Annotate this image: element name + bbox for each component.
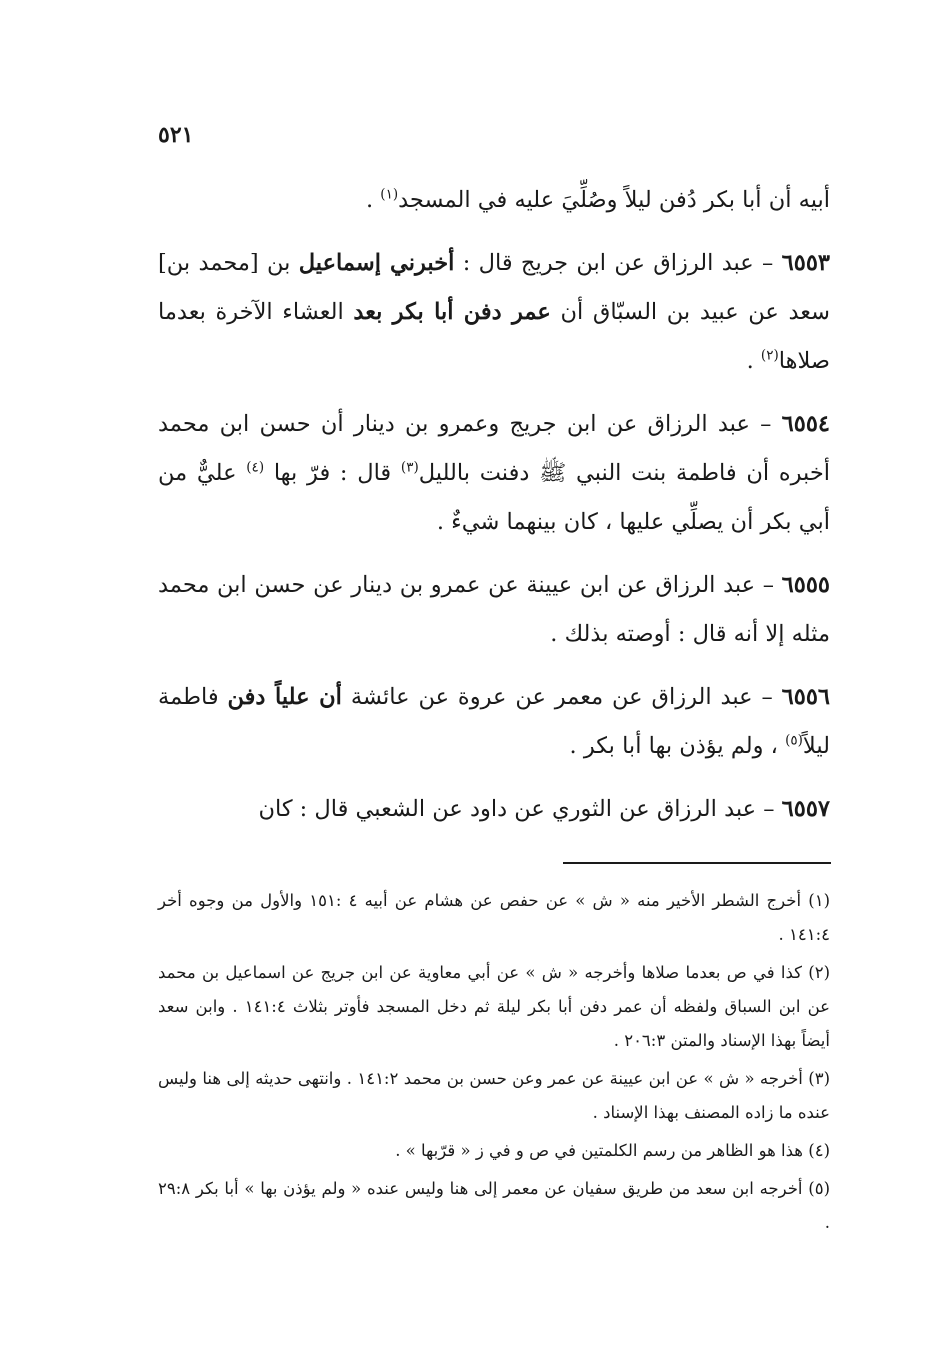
footnote-number: (٣) bbox=[808, 1069, 830, 1088]
hadith-number: ٦٥٥٦ bbox=[781, 684, 830, 710]
text: . bbox=[746, 348, 761, 374]
text: – عبد الرزاق عن معمر عن عروة عن عائشة bbox=[341, 684, 782, 710]
text: – عبد الرزاق عن ابن جريج قال : bbox=[454, 250, 782, 276]
hadith-number: ٦٥٥٥ bbox=[781, 572, 830, 598]
bold-text: عمر دفن أبا بكر بعد bbox=[353, 299, 551, 325]
bold-text: أن علياً دفن bbox=[227, 684, 342, 710]
footnote-text: أخرج الشطر الأخير منه « ش » عن حفص عن هشام عن أبيه ٤ :١٥١ والأول من وجوه أخر ١٤١:٤ . bbox=[158, 891, 830, 944]
footnote-divider bbox=[563, 862, 831, 864]
text: ، ولم يؤذن بها أبا بكر . bbox=[569, 733, 786, 759]
text: – عبد الرزاق عن الثوري عن داود عن الشعبي قال : كان bbox=[258, 796, 782, 822]
text: فاطمة ليلاً bbox=[158, 684, 830, 759]
hadith-6557 bbox=[158, 785, 830, 834]
footnote-ref: (٤) bbox=[246, 459, 265, 476]
text: قال : فرّ بها bbox=[264, 460, 401, 486]
text: بن [محمد بن] سعد عن عبيد بن السبّاق أن bbox=[158, 250, 830, 325]
hadith-6556 bbox=[158, 673, 830, 771]
footnote-4 bbox=[158, 1134, 830, 1168]
footnote-ref: (١) bbox=[380, 186, 399, 203]
footnote-number: (٢) bbox=[808, 963, 830, 982]
footnote-text: أخرجه « ش » عن ابن عيينة عن عمر وعن حسن بن محمد ١٤١:٢ . وانتهى حديثه إلى هنا وليس عنده ما زاده المصنف بهذا الإسناد . bbox=[158, 1069, 830, 1122]
bold-text: أخبرني إسماعيل bbox=[298, 250, 455, 276]
hadith-6555 bbox=[158, 561, 830, 659]
text: . bbox=[365, 187, 381, 213]
main-text bbox=[158, 176, 830, 848]
text: العشاء الآخرة بعدما صلاها bbox=[158, 299, 830, 374]
hadith-6554 bbox=[158, 400, 830, 547]
footnote-ref: (٢) bbox=[760, 347, 779, 364]
footnotes bbox=[158, 884, 830, 1244]
footnote-ref: (٣) bbox=[400, 459, 419, 476]
text: عليٌّ من أبي بكر أن يصلِّي عليها ، كان بينهما شيءٌ . bbox=[158, 460, 830, 535]
footnote-text: هذا هو الظاهر من رسم الكلمتين في ص و في ز « قرّبها » . bbox=[395, 1141, 809, 1160]
page-number: ٥٢١ bbox=[158, 122, 194, 148]
footnote-2 bbox=[158, 956, 830, 1058]
hadith-6553 bbox=[158, 239, 830, 386]
footnote-ref: (٥) bbox=[785, 732, 803, 749]
footnote-number: (١) bbox=[808, 891, 830, 910]
text: – عبد الرزاق عن ابن جريج وعمرو بن دينار أن حسن ابن محمد أخبره أن فاطمة بنت النبي ﷺ دفنت بالليل bbox=[158, 411, 830, 486]
paragraph-intro bbox=[158, 176, 830, 225]
hadith-number: ٦٥٥٣ bbox=[781, 250, 830, 276]
footnote-3 bbox=[158, 1062, 830, 1130]
footnote-text: كذا في ص بعدما صلاها وأخرجه « ش » عن أبي معاوية عن ابن جريج عن اسماعيل بن محمد عن ابن السباق ولفظه أن عمر دفن أبا بكر ليلة ثم دخل المسجد فأوتر بثلاث ١٤١:٤ . وابن سعد أيضاً بهذا الإسناد والمتن ٢٠٦:٣ . bbox=[158, 963, 830, 1050]
footnote-text: أخرجه ابن سعد من طريق سفيان عن معمر إلى هنا وليس عنده « ولم يؤذن بها » أبا بكر ٢٩:٨ . bbox=[158, 1179, 830, 1232]
text: – عبد الرزاق عن ابن عيينة عن عمرو بن دينار عن حسن ابن محمد مثله إلا أنه قال : أوصته بذلك . bbox=[158, 572, 830, 647]
hadith-number: ٦٥٥٤ bbox=[781, 411, 830, 437]
footnote-1 bbox=[158, 884, 830, 952]
footnote-number: (٥) bbox=[808, 1179, 830, 1198]
text: أبيه أن أبا بكر دُفن ليلاً وصُلِّيَ عليه في المسجد bbox=[398, 187, 830, 213]
hadith-number: ٦٥٥٧ bbox=[781, 796, 830, 822]
footnote-5 bbox=[158, 1172, 830, 1240]
footnote-number: (٤) bbox=[808, 1141, 830, 1160]
